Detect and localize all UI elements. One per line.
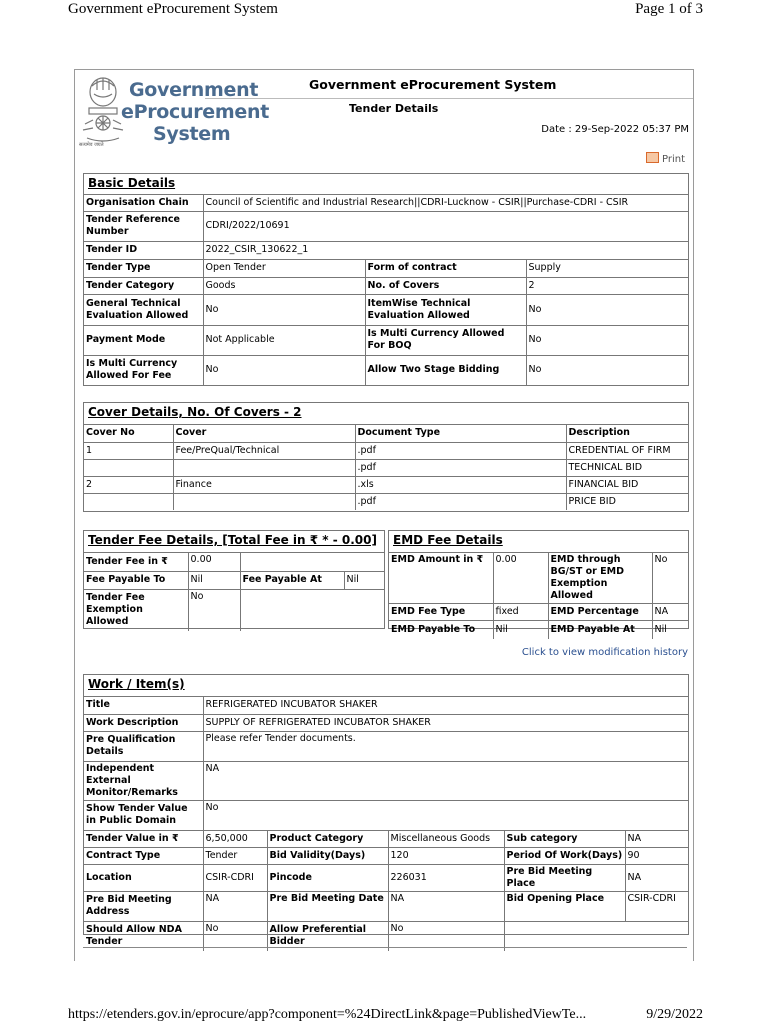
org-chain-label: Organisation Chain	[84, 195, 203, 211]
sub-category-value: NA	[625, 830, 688, 847]
cover-no-cell: 1	[84, 442, 173, 459]
cover-header: Cover	[173, 425, 355, 442]
bid-opening-label: Bid Opening Place	[504, 891, 625, 921]
prebid-date-label: Pre Bid Meeting Date	[267, 891, 388, 921]
tender-ref-label: Tender Reference Number	[84, 211, 203, 241]
tender-type-value: Open Tender	[203, 259, 365, 277]
tender-fee-label: Tender Fee in ₹	[84, 553, 188, 571]
monitor-label: Independent External Monitor/Remarks	[84, 761, 203, 800]
basic-details-section	[83, 173, 689, 386]
fee-payable-to-label: Fee Payable To	[84, 571, 188, 589]
payment-mode-value: Not Applicable	[203, 325, 365, 355]
fee-payable-at-value: Nil	[344, 571, 384, 589]
monitor-value: NA	[203, 761, 688, 800]
form-of-contract-label: Form of contract	[365, 259, 526, 277]
emd-fee-table	[389, 553, 688, 639]
table-row	[84, 459, 688, 476]
multi-currency-boq-value: No	[526, 325, 688, 355]
show-value-value: No	[203, 800, 688, 830]
prebid-place-value: NA	[625, 864, 688, 891]
description-cell: FINANCIAL BID	[566, 476, 688, 493]
multi-currency-boq-label: Is Multi Currency Allowed For BOQ	[365, 325, 526, 355]
nda-label: Should Allow NDA Tender	[84, 921, 203, 951]
table-row	[84, 493, 688, 510]
tender-fee-section	[83, 530, 385, 629]
multi-currency-fee-label: Is Multi Currency Allowed For Fee	[84, 355, 203, 385]
fee-payable-to-value: Nil	[188, 571, 240, 589]
cover-no-cell	[84, 493, 173, 510]
pincode-value: 226031	[388, 864, 504, 891]
form-of-contract-value: Supply	[526, 259, 688, 277]
period-of-work-value: 90	[625, 847, 688, 864]
period-of-work-label: Period Of Work(Days)	[504, 847, 625, 864]
prebid-address-label: Pre Bid Meeting Address	[84, 891, 203, 921]
emd-payable-at-label: EMD Payable At	[548, 621, 652, 639]
contract-type-label: Contract Type	[84, 847, 203, 864]
work-description-label: Work Description	[84, 714, 203, 731]
pincode-label: Pincode	[267, 864, 388, 891]
tender-id-value: 2022_CSIR_130622_1	[203, 241, 688, 259]
printer-icon	[646, 152, 659, 163]
nda-value: No	[203, 921, 267, 951]
org-chain-value: Council of Scientific and Industrial Research||CDRI-Lucknow - CSIR||Purchase-CDRI - CSIR	[203, 195, 688, 211]
section-title-emd: EMD Fee Details	[389, 531, 688, 553]
emd-amount-value: 0.00	[493, 553, 548, 604]
prebid-address-value: NA	[203, 891, 267, 921]
payment-mode-label: Payment Mode	[84, 325, 203, 355]
cover-details-section	[83, 402, 689, 512]
site-title: Government eProcurement System	[309, 77, 557, 92]
print-footer-url: https://etenders.gov.in/eprocure/app?component=%24DirectLink&page=PublishedViewTe...	[68, 1007, 587, 1022]
report-date: Date : 29-Sep-2022 05:37 PM	[541, 124, 689, 135]
work-items-section	[83, 674, 689, 948]
tender-category-label: Tender Category	[84, 277, 203, 294]
section-title-work: Work / Item(s)	[84, 675, 688, 697]
bid-validity-label: Bid Validity(Days)	[267, 847, 388, 864]
preferential-label: Allow Preferential Bidder	[267, 921, 388, 951]
no-of-covers-label: No. of Covers	[365, 277, 526, 294]
cover-no-cell	[84, 459, 173, 476]
tender-value-value: 6,50,000	[203, 830, 267, 847]
product-category-label: Product Category	[267, 830, 388, 847]
description-cell: PRICE BID	[566, 493, 688, 510]
fee-exemption-label: Tender Fee Exemption Allowed	[84, 589, 188, 631]
fee-payable-at-label: Fee Payable At	[240, 571, 344, 589]
bid-validity-value: 120	[388, 847, 504, 864]
next-section-edge	[83, 947, 687, 948]
table-row	[84, 442, 688, 459]
emd-through-label: EMD through BG/ST or EMD Exemption Allowed	[548, 553, 652, 604]
emd-payable-at-value: Nil	[652, 621, 688, 639]
print-header-title: Government eProcurement System	[68, 1, 278, 17]
two-stage-label: Allow Two Stage Bidding	[365, 355, 526, 385]
work-title-value: REFRIGERATED INCUBATOR SHAKER	[203, 697, 688, 714]
tender-type-label: Tender Type	[84, 259, 203, 277]
emd-percentage-label: EMD Percentage	[548, 604, 652, 621]
itemwise-value: No	[526, 294, 688, 325]
section-title-basic: Basic Details	[84, 174, 688, 195]
emd-payable-to-label: EMD Payable To	[389, 621, 493, 639]
tender-category-value: Goods	[203, 277, 365, 294]
work-title-label: Title	[84, 697, 203, 714]
work-items-table	[84, 697, 688, 951]
gte-value: No	[203, 294, 365, 325]
tender-value-label: Tender Value in ₹	[84, 830, 203, 847]
document-type-cell: .pdf	[355, 459, 566, 476]
page-subtitle: Tender Details	[349, 102, 439, 115]
cover-details-table	[84, 425, 688, 510]
table-row	[84, 476, 688, 493]
location-value: CSIR-CDRI	[203, 864, 267, 891]
description-cell: TECHNICAL BID	[566, 459, 688, 476]
emd-percentage-value: NA	[652, 604, 688, 621]
bid-opening-value: CSIR-CDRI	[625, 891, 688, 921]
cover-header: Description	[566, 425, 688, 442]
emd-fee-type-value: fixed	[493, 604, 548, 621]
sub-category-label: Sub category	[504, 830, 625, 847]
no-of-covers-value: 2	[526, 277, 688, 294]
tender-ref-value: CDRI/2022/10691	[203, 211, 688, 241]
logo-text-line3: System	[153, 123, 231, 145]
emd-fee-type-label: EMD Fee Type	[389, 604, 493, 621]
tender-id-label: Tender ID	[84, 241, 203, 259]
modification-history-link[interactable]: Click to view modification history	[521, 647, 688, 658]
show-value-label: Show Tender Value in Public Domain	[84, 800, 203, 830]
two-stage-value: No	[526, 355, 688, 385]
header-divider	[205, 98, 693, 99]
tender-fee-value: 0.00	[188, 553, 240, 571]
cover-header: Document Type	[355, 425, 566, 442]
prebid-date-value: NA	[388, 891, 504, 921]
cover-name-cell: Finance	[173, 476, 355, 493]
document-type-cell: .pdf	[355, 442, 566, 459]
work-description-value: SUPPLY OF REFRIGERATED INCUBATOR SHAKER	[203, 714, 688, 731]
section-title-fee: Tender Fee Details, [Total Fee in ₹ * - 0.00]	[84, 531, 384, 553]
cover-header: Cover No	[84, 425, 173, 442]
emd-amount-label: EMD Amount in ₹	[389, 553, 493, 604]
tender-fee-table	[84, 553, 384, 631]
document-type-cell: .xls	[355, 476, 566, 493]
prequal-value: Please refer Tender documents.	[203, 731, 688, 761]
svg-text:सत्यमेव जयते: सत्यमेव जयते	[79, 142, 104, 146]
multi-currency-fee-value: No	[203, 355, 365, 385]
print-page-number: Page 1 of 3	[635, 1, 703, 17]
emd-fee-section	[388, 530, 689, 635]
print-footer-date: 9/29/2022	[646, 1007, 703, 1022]
contract-type-value: Tender	[203, 847, 267, 864]
gte-label: General Technical Evaluation Allowed	[84, 294, 203, 325]
cover-no-cell: 2	[84, 476, 173, 493]
section-title-covers: Cover Details, No. Of Covers - 2	[84, 403, 688, 425]
prebid-place-label: Pre Bid Meeting Place	[504, 864, 625, 891]
cover-name-cell	[173, 459, 355, 476]
logo-text-line2: eProcurement	[121, 101, 269, 123]
basic-details-table	[84, 195, 688, 385]
product-category-value: Miscellaneous Goods	[388, 830, 504, 847]
cover-name-cell: Fee/PreQual/Technical	[173, 442, 355, 459]
location-label: Location	[84, 864, 203, 891]
cover-name-cell	[173, 493, 355, 510]
preferential-value: No	[388, 921, 504, 951]
print-label: Print	[661, 154, 685, 165]
prequal-label: Pre Qualification Details	[84, 731, 203, 761]
description-cell: CREDENTIAL OF FIRM	[566, 442, 688, 459]
itemwise-label: ItemWise Technical Evaluation Allowed	[365, 294, 526, 325]
emd-through-value: No	[652, 553, 688, 604]
logo-text-line1: Government	[129, 79, 259, 101]
tender-details-page	[74, 69, 694, 961]
document-type-cell: .pdf	[355, 493, 566, 510]
emd-payable-to-value: Nil	[493, 621, 548, 639]
fee-exemption-value: No	[188, 589, 240, 631]
print-link[interactable]	[646, 152, 685, 165]
gepnic-logo	[77, 74, 269, 154]
